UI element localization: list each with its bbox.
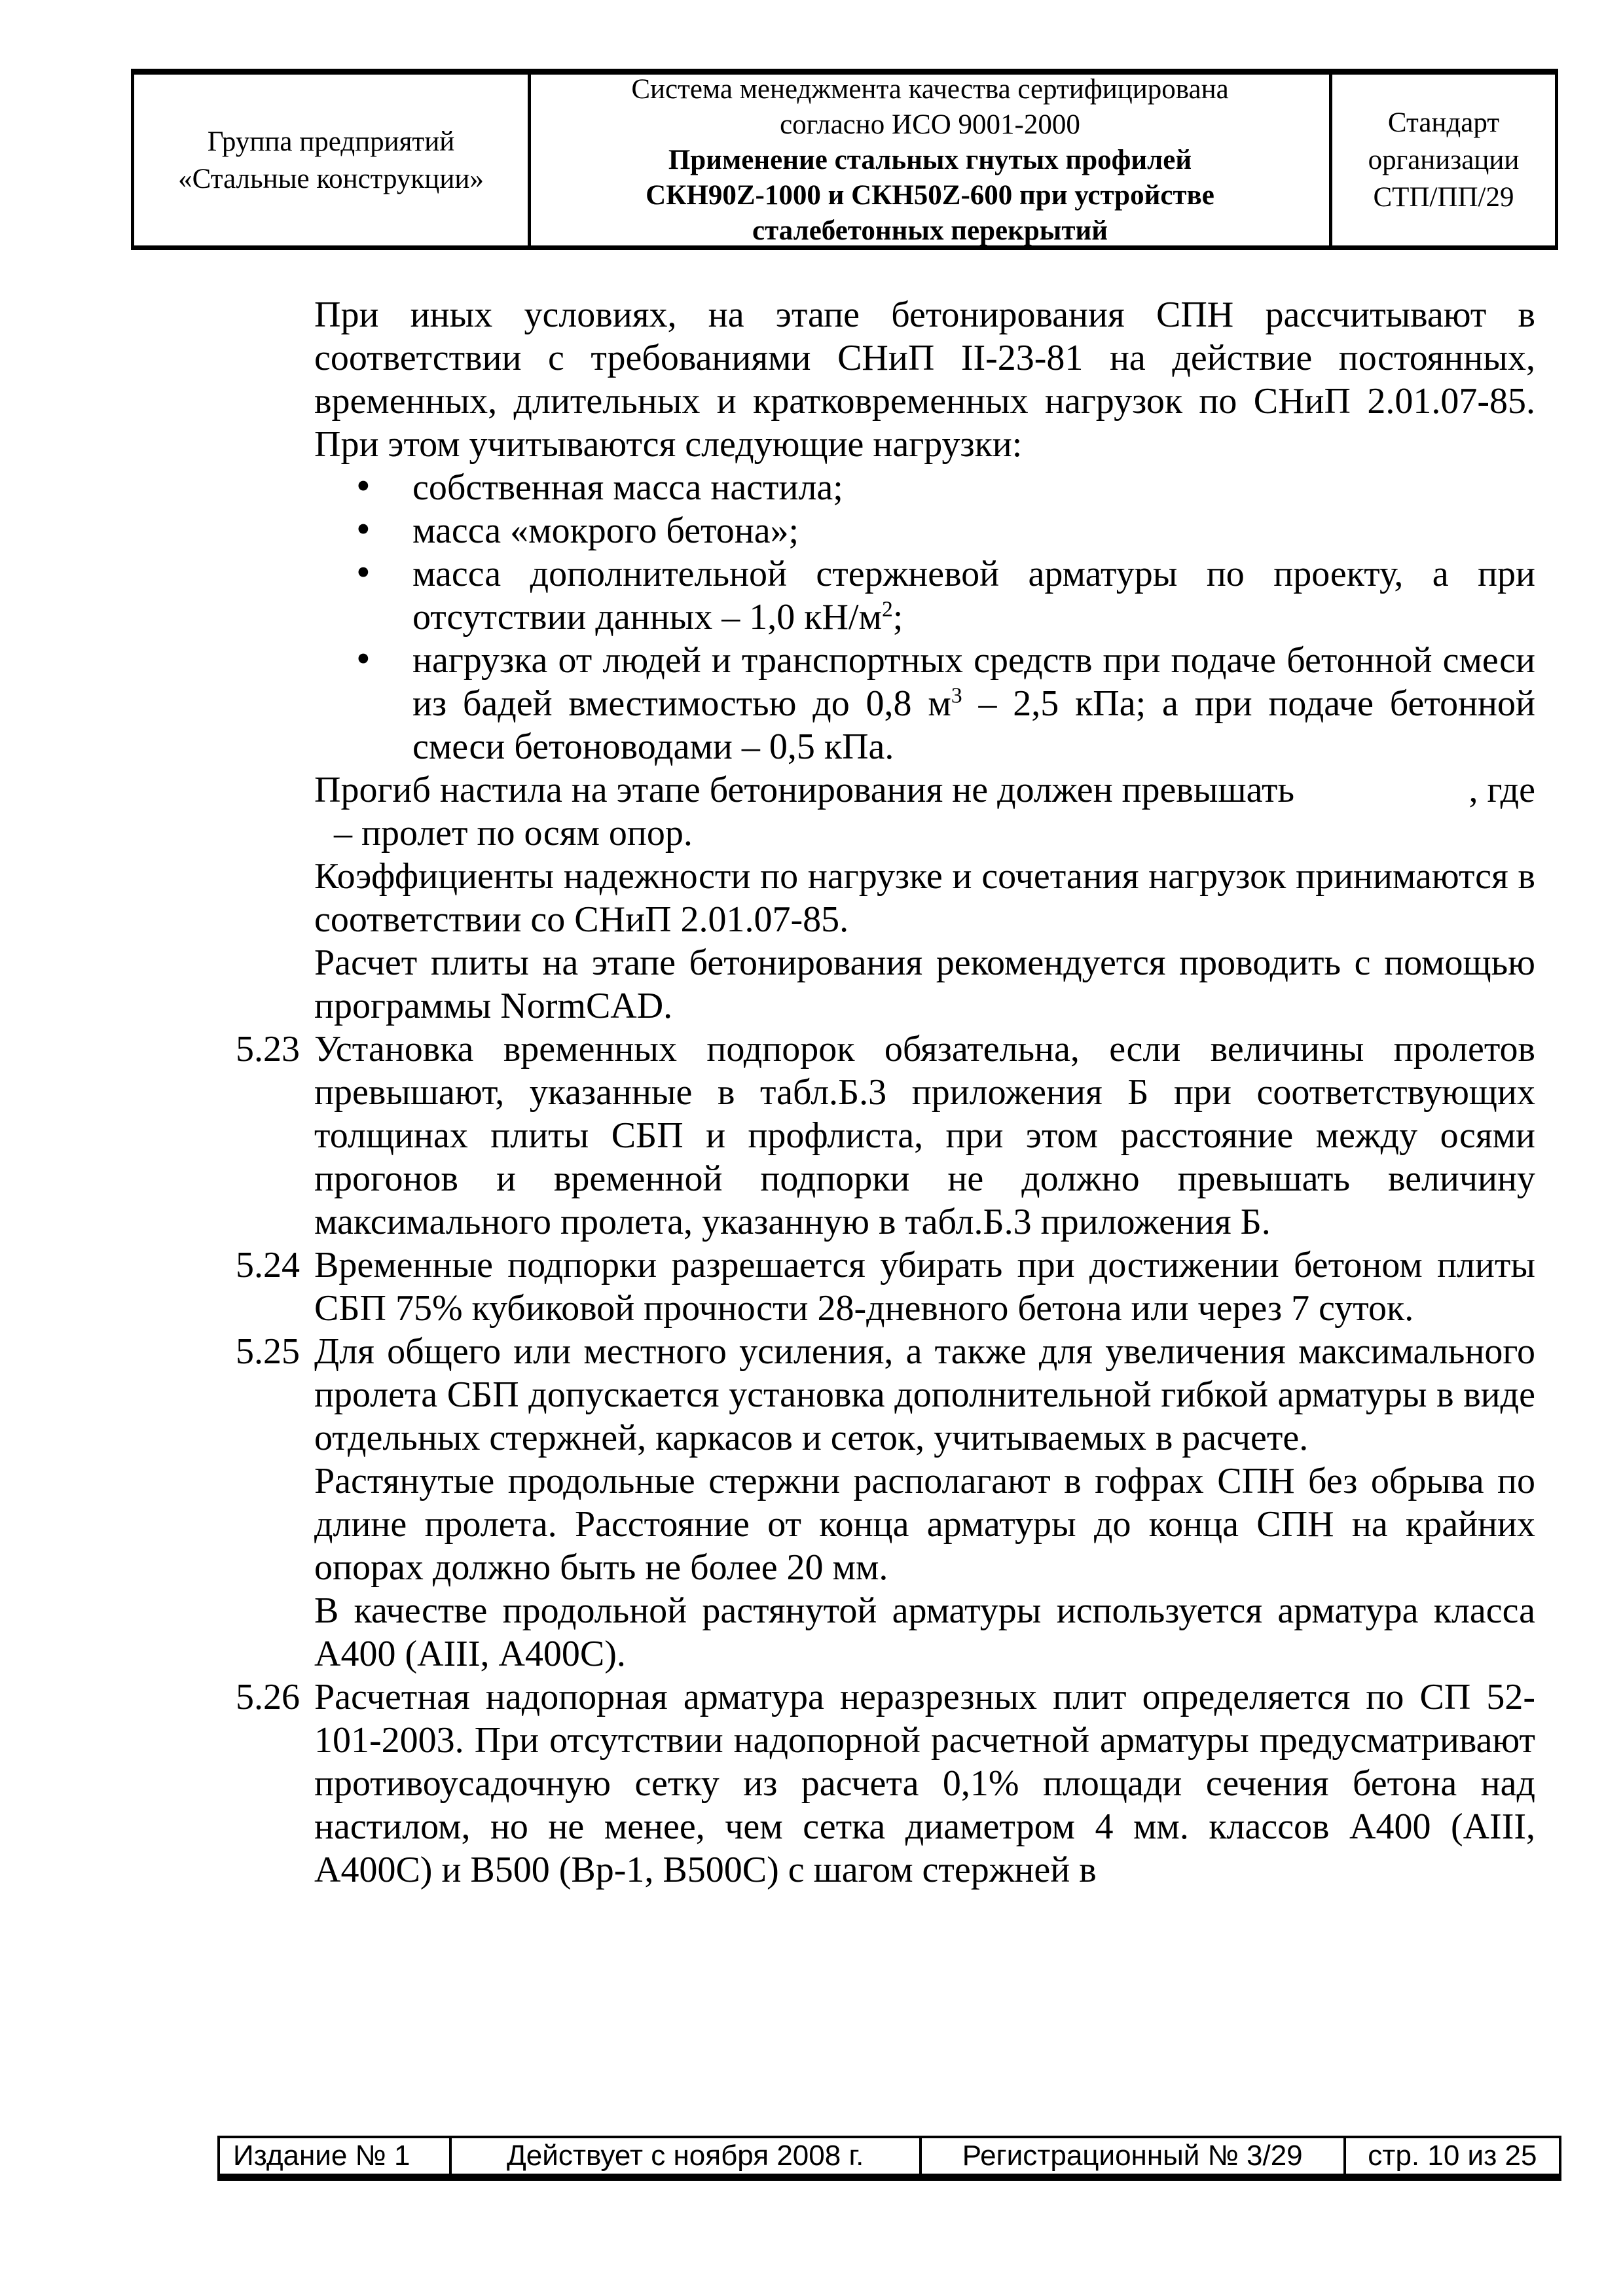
company-name-line2: «Стальные конструкции» [178, 163, 484, 194]
bullet-item [314, 639, 1535, 768]
footer-table [217, 2136, 1561, 2181]
standard-line2: организации [1368, 145, 1520, 175]
bullet-text: нагрузка от людей и транспортных средств при подаче бетонной смеси из бадей вместимостью до 0,8 м [412, 640, 1535, 724]
deflection-requirement-line [314, 768, 1535, 812]
standard-line3: СТП/ПП/29 [1373, 182, 1514, 213]
section-number: 5.24 [236, 1245, 300, 1285]
section-5-25-continuation-2: В качестве продольной растянутой арматуры используется арматура класса А400 (АIII, А400С). [314, 1590, 1535, 1674]
deflection-text-tail: , где [1468, 770, 1535, 810]
header-table [131, 69, 1558, 250]
section-text: Расчетная надопорная арматура неразрезных плит определяется по СП 52-101-2003. При отсутствии надопорной расчетной арматуры предусматривают противоусадочную сетку из расчета 0,1% площади сечения бетона над настилом, но не менее, чем сетка диаметром 4 мм. классов А400 (АIII, А400С) и В500 (Вр-1, В500С) с шагом стержней в [314, 1677, 1535, 1890]
footer-edition-cell: Издание № 1 [220, 2138, 452, 2174]
header-company-cell [134, 75, 531, 245]
section-5-26 [236, 1676, 1535, 1892]
header-standard-cell [1332, 75, 1555, 245]
section-number: 5.26 [236, 1677, 300, 1717]
bullet-text: собственная масса настила; [412, 467, 843, 508]
doc-title-line3: сталебетонных перекрытий [752, 215, 1108, 246]
standard-line1: Стандарт [1387, 107, 1500, 138]
document-body [236, 293, 1535, 1892]
header-qms-title-cell [531, 75, 1332, 245]
coefficients-paragraph: Коэффициенты надежности по нагрузке и сочетания нагрузок принимаются в соответствии со СНиП 2.01.07-85. [314, 856, 1535, 940]
bullet-item [314, 509, 1535, 552]
intro-paragraph: При иных условиях, на этапе бетонирования СПН рассчитывают в соответствии с требованиями СНиП II-23-81 на действие постоянных, временных, длительных и кратковременных нагрузок по СНиП 2.01.07-85. При этом учитываются следующие нагрузки: [314, 295, 1535, 465]
section-number: 5.25 [236, 1331, 300, 1372]
doc-title-line1: Применение стальных гнутых профилей [668, 144, 1192, 175]
section-5-25-continuation-1: Растянутые продольные стержни располагают в гофрах СПН без обрыва по длине пролета. Расстояние от конца арматуры до конца СПН на крайних опорах должно быть не более 20 мм. [314, 1461, 1535, 1588]
superscript: 3 [951, 683, 962, 708]
section-5-24 [236, 1244, 1535, 1330]
section-5-25 [236, 1330, 1535, 1460]
superscript: 2 [881, 597, 893, 622]
section-number: 5.23 [236, 1029, 300, 1069]
company-name-line1: Группа предприятий [207, 126, 455, 157]
section-text: Временные подпорки разрешается убирать при достижении бетоном плиты СБП 75% кубиковой прочности 28-дневного бетона или через 7 суток. [314, 1245, 1535, 1329]
section-text: Для общего или местного усиления, а также для увеличения максимального пролета СБП допускается установка дополнительной гибкой арматуры в виде отдельных стержней, каркасов и сеток, учитываемых в расчете. [314, 1331, 1535, 1458]
bullet-text: масса дополнительной стержневой арматуры по проекту, а при отсутствии данных – 1,0 кН/м [412, 554, 1535, 637]
loads-bullet-list [314, 466, 1535, 768]
footer-registration-cell: Регистрационный № 3/29 [922, 2138, 1346, 2174]
bullet-item [314, 466, 1535, 509]
span-definition-line: – пролет по осям опор. [334, 813, 693, 853]
footer-valid-from-cell: Действует с ноября 2008 г. [452, 2138, 922, 2174]
bullet-item [314, 552, 1535, 639]
calculation-paragraph: Расчет плиты на этапе бетонирования рекомендуется проводить с помощью программы NormCAD. [314, 942, 1535, 1026]
deflection-text: Прогиб настила на этапе бетонирования не должен превышать [314, 770, 1295, 810]
bullet-text: – 2,5 кПа; а при подаче бетонной смеси бетоноводами – 0,5 кПа. [412, 683, 1535, 767]
qms-line1: Система менеджмента качества сертифицирована [631, 73, 1229, 105]
footer-page-number-cell: стр. 10 из 25 [1368, 2140, 1537, 2172]
doc-title-line2: СКН90Z-1000 и СКН50Z-600 при устройстве [646, 179, 1214, 211]
section-text: Установка временных подпорок обязательна, если величины пролетов превышают, указанные в табл.Б.3 приложения Б при соответствующих толщинах плиты СБП и профлиста, при этом расстояние между осями прогонов и временной подпорки не должно превышать величину максимального пролета, указанную в табл.Б.3 приложения Б. [314, 1029, 1535, 1242]
bullet-text: ; [892, 597, 903, 637]
qms-line2: согласно ИСО 9001-2000 [780, 109, 1080, 140]
bullet-text: масса «мокрого бетона»; [412, 511, 799, 551]
section-5-23 [236, 1028, 1535, 1244]
